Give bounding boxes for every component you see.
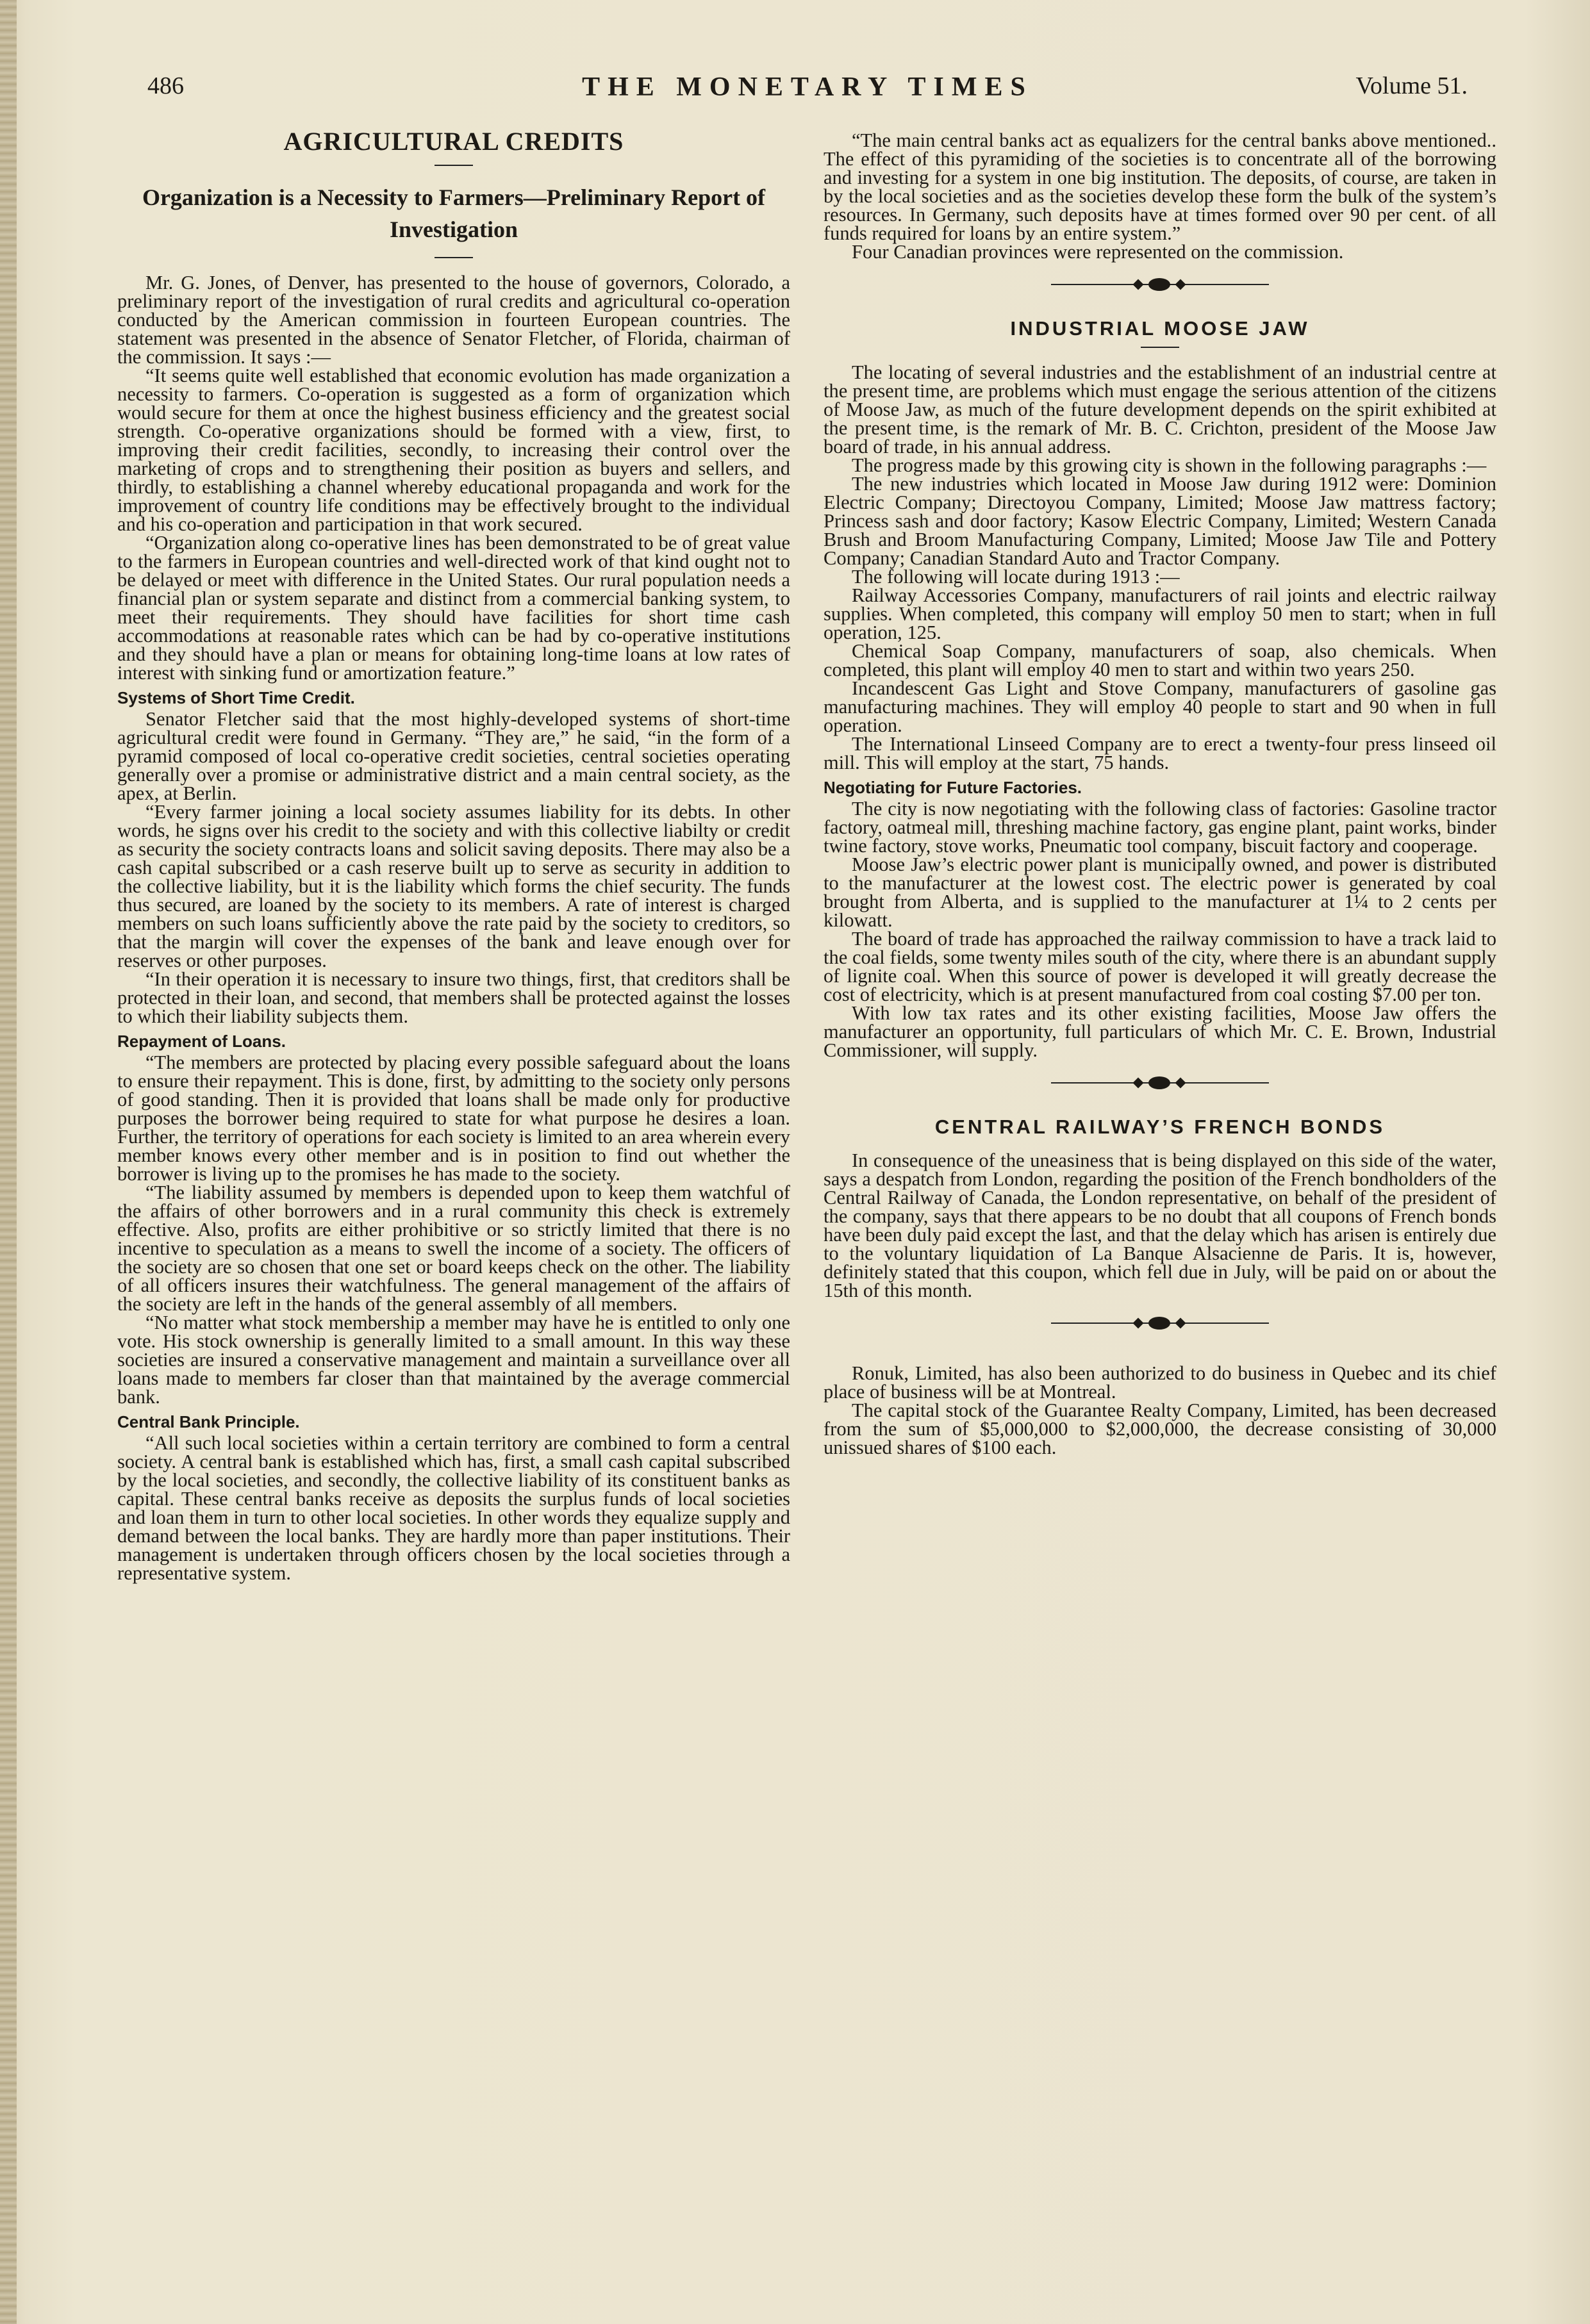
subhead-short-time-credit: Systems of Short Time Credit.: [117, 688, 355, 707]
paragraph: “The main central banks act as equalizers for the central banks above mentioned.. The effect of this pyramiding of the societies is to concentrate all of the borrowing and investing for a system in one big institution. The deposits, of course, are taken in by the local societies and as the societies develop these form the bulk of the system’s resources. In Germany, such deposits have at times formed over 90 per cent. of all funds required for loans by an entire system.”: [824, 131, 1496, 244]
paragraph: Senator Fletcher said that the most highly-developed systems of short-time agricultural credit were found in Germany. “They are,” he said, “in the form of a pyramid composed of local co-operative credit societies, central societies operating generally over a promise or administrative district and a main central society, as the apex, at Berlin.: [117, 708, 790, 804]
paragraph: The capital stock of the Guarantee Realty Company, Limited, has been decreased from the sum of $5,000,000 to $2,000,000, the decrease consisting of 30,000 unissued shares of $100 each.: [824, 1399, 1496, 1458]
page-binding-edge: [0, 0, 17, 2324]
divider-rule: [435, 257, 473, 258]
publication-title: THE MONETARY TIMES: [582, 72, 1033, 102]
paragraph: The locating of several industries and the establishment of an industrial centre at the present time, are problems which must engage the serious attention of the citizens of Moose Jaw, as much of the future development depends on the spirit exhibited at the present time, is the remark of Mr. B. C. Crichton, president of the Moose Jaw board of trade, in his annual address.: [824, 361, 1496, 457]
paragraph: The International Linseed Company are to erect a twenty-four press linseed oil mill. This will employ at the start, 75 hands.: [824, 733, 1496, 773]
paragraph: The following will locate during 1913 :—: [852, 566, 1180, 588]
paragraph: The new industries which located in Moose Jaw during 1912 were: Dominion Electric Company; Directoyou Company, Limited; Moose Jaw mattress factory; Princess sash and door factory; Kasow Electric Company, Limited; Western Canada Brush and Broom Manufacturing Company, Limited; Moose Jaw Tile and Pottery Company; Canadian Standard Auto and Tractor Company.: [824, 473, 1496, 569]
subhead-central-bank-principle: Central Bank Principle.: [117, 1412, 300, 1431]
paragraph: “In their operation it is necessary to insure two things, first, that creditors shall be protected in their loan, and second, that members shall be protected against the losses to which their liability subjects them.: [117, 968, 790, 1027]
paragraph: “The liability assumed by members is depended upon to keep them watchful of the affairs of other borrowers and in a rural community this check is extremely effective. Also, profits are either prohibitive or so strictly limited that there is no incentive to speculation as a means to swell the income of a society. The officers of the society are so chosen that one set or board keeps check on the other. The liability of all officers insures their watchfulness. The general management of the affairs of the society are left in the hands of the general assembly of all members.: [117, 1182, 790, 1315]
divider-rule: [435, 165, 473, 166]
article-title-agricultural-credits: AGRICULTURAL CREDITS: [283, 128, 624, 156]
paragraph: “It seems quite well established that economic evolution has made organization a necessity to farmers. Co-operation is suggested as a form of organization which would secure for them at once the highest business efficiency and the greatest social strength. Co-operative organizations should be formed with a view, first, to improving their credit facilities, secondly, to increasing their control over the marketing of crops and to strengthening their position as buyers and sellers, and thirdly, to establishing a channel whereby educational propaganda and work for the improvement of country life conditions may be effectively brought to the individual and his co-operation and participation in that work secured.: [117, 365, 790, 535]
article-dek: Organization is a Necessity to Farmers—Preliminary Report of Investigation: [142, 185, 766, 242]
paragraph: Incandescent Gas Light and Stove Company, manufacturers of gasoline gas manufacturing machines. They will employ 40 people to start and 90 when in full operation.: [824, 677, 1496, 736]
section-ornament: [1051, 272, 1269, 297]
paragraph: “The members are protected by placing every possible safeguard about the loans to ensure their repayment. This is done, first, by admitting to the society only persons of good standing. Then it is provided that loans shall be made only for productive purposes the borrower being required to state for what purpose he desires a loan. Further, the territory of operations for each society is limited to an area wherein every member knows every other member and is in position to find out whether the borrower is living up to the promises he has made to the society.: [117, 1051, 790, 1185]
page-header: [147, 72, 1468, 110]
paragraph: Mr. G. Jones, of Denver, has presented to the house of governors, Colorado, a preliminary report of the investigation of rural credits and agricultural co-operation conducted by the American commission in fourteen European countries. The statement was presented in the absence of Senator Fletcher, of Florida, chairman of the commission. It says :—: [117, 272, 790, 368]
paragraph: Railway Accessories Company, manufacturers of rail joints and electric railway supplies. When completed, this company will employ 50 men to start; when in full operation, 125.: [824, 584, 1496, 643]
paragraph: Chemical Soap Company, manufacturers of soap, also chemicals. When completed, this plant will employ 40 men to start and within two years 250.: [824, 640, 1496, 680]
page-number: 486: [147, 72, 184, 99]
paragraph: The progress made by this growing city is shown in the following paragraphs :—: [852, 454, 1487, 476]
paragraph: Four Canadian provinces were represented on the commission.: [852, 241, 1344, 263]
article-title-central-railway-bonds: CENTRAL RAILWAY’S FRENCH BONDS: [934, 1116, 1386, 1138]
volume-label: Volume 51.: [1355, 72, 1468, 99]
paragraph: Ronuk, Limited, has also been authorized to do business in Quebec and its chief place of business will be at Montreal.: [824, 1362, 1496, 1403]
left-column: [117, 128, 790, 2275]
subhead-future-factories: Negotiating for Future Factories.: [824, 778, 1082, 797]
paragraph: The city is now negotiating with the following class of factories: Gasoline tractor factory, oatmeal mill, threshing machine factory, gas engine plant, paint works, binder twine factory, stove works, Pneumatic tool company, biscuit factory and cooperage.: [824, 798, 1496, 857]
paragraph: “No matter what stock membership a member may have he is entitled to only one vote. His stock ownership is generally limited to a small amount. In this way these societies are insured a conservative management and maintain a surveillance over all loans made to members far closer than that maintained by the average commercial bank.: [117, 1312, 790, 1408]
section-ornament: [1051, 1310, 1269, 1336]
paragraph: “Organization along co-operative lines has been demonstrated to be of great value to the farmers in European countries and well-directed work of that kind ought not to be delayed or meet with difference in the United States. Our rural population needs a financial plan or system separate and distinct from a commercial banking system, to meet their requirements. They should have facilities for short time cash accommodations at reasonable rates which can be had by co-operative institutions and they should have a plan or means for obtaining long-time loans at low rates of interest with sinking fund or amortization feature.”: [117, 532, 790, 684]
paragraph: With low tax rates and its other existing facilities, Moose Jaw offers the manufacturer an opportunity, full particulars of which Mr. C. E. Brown, Industrial Commissioner, will supply.: [824, 1002, 1496, 1061]
right-column: [824, 131, 1496, 2278]
paragraph: In consequence of the uneasiness that is being displayed on this side of the water, says a despatch from London, regarding the position of the French bondholders of the Central Railway of Canada, the London representative, on behalf of the president of the company, says that there appears to be no doubt that all coupons of French bonds have been duly paid except the last, and that the delay which has arisen is entirely due to the voluntary liquidation of La Banque Alsacienne de Paris. It is, however, definitely stated that this coupon, which fell due in July, will be paid on or about the 15th of this month.: [824, 1150, 1496, 1301]
article-title-industrial-moose-jaw: INDUSTRIAL MOOSE JAW: [1010, 317, 1310, 340]
subhead-repayment-of-loans: Repayment of Loans.: [117, 1032, 286, 1051]
paragraph: Moose Jaw’s electric power plant is municipally owned, and power is distributed to the manufacturer at the lowest cost. The electric power is generated by coal brought from Alberta, and is supplied to the manufacturer at 1¼ to 2 cents per kilowatt.: [824, 853, 1496, 931]
paragraph: The board of trade has approached the railway commission to have a track laid to the coal fields, some twenty miles south of the city, where there is an abundant supply of lignite coal. When this source of power is developed it will greatly decrease the cost of electricity, which is at present manufactured from coal costing $7.00 per ton.: [824, 928, 1496, 1005]
divider-rule: [1141, 347, 1179, 348]
section-ornament: [1051, 1070, 1269, 1096]
paragraph: “All such local societies within a certain territory are combined to form a central society. A central bank is established which has, first, a small cash capital subscribed by the local societies, and secondly, the collective liability of its constituent banks as capital. These central banks receive as deposits the surplus funds of local societies and loan them in turn to other local societies. In other words they equalize supply and demand between the local banks. They are hardly more than paper institutions. Their management is undertaken through officers chosen by the local societies through a representative system.: [117, 1432, 790, 1584]
paragraph: “Every farmer joining a local society assumes liability for its debts. In other words, he signs over his credit to the society and with this collective liabilty or credit as security the society contracts loans and solicit saving deposits. There may also be a cash capital subscribed or a cash reserve built up to serve as security in addition to the collective liability, but it is the liability which forms the chief security. The funds thus secured, are loaned by the society to its members. A rate of interest is charged members on such loans sufficiently above the rate paid by the society to creditors, so that the margin will cover the expenses of the bank and leave enough over for reserves or other purposes.: [117, 801, 790, 971]
